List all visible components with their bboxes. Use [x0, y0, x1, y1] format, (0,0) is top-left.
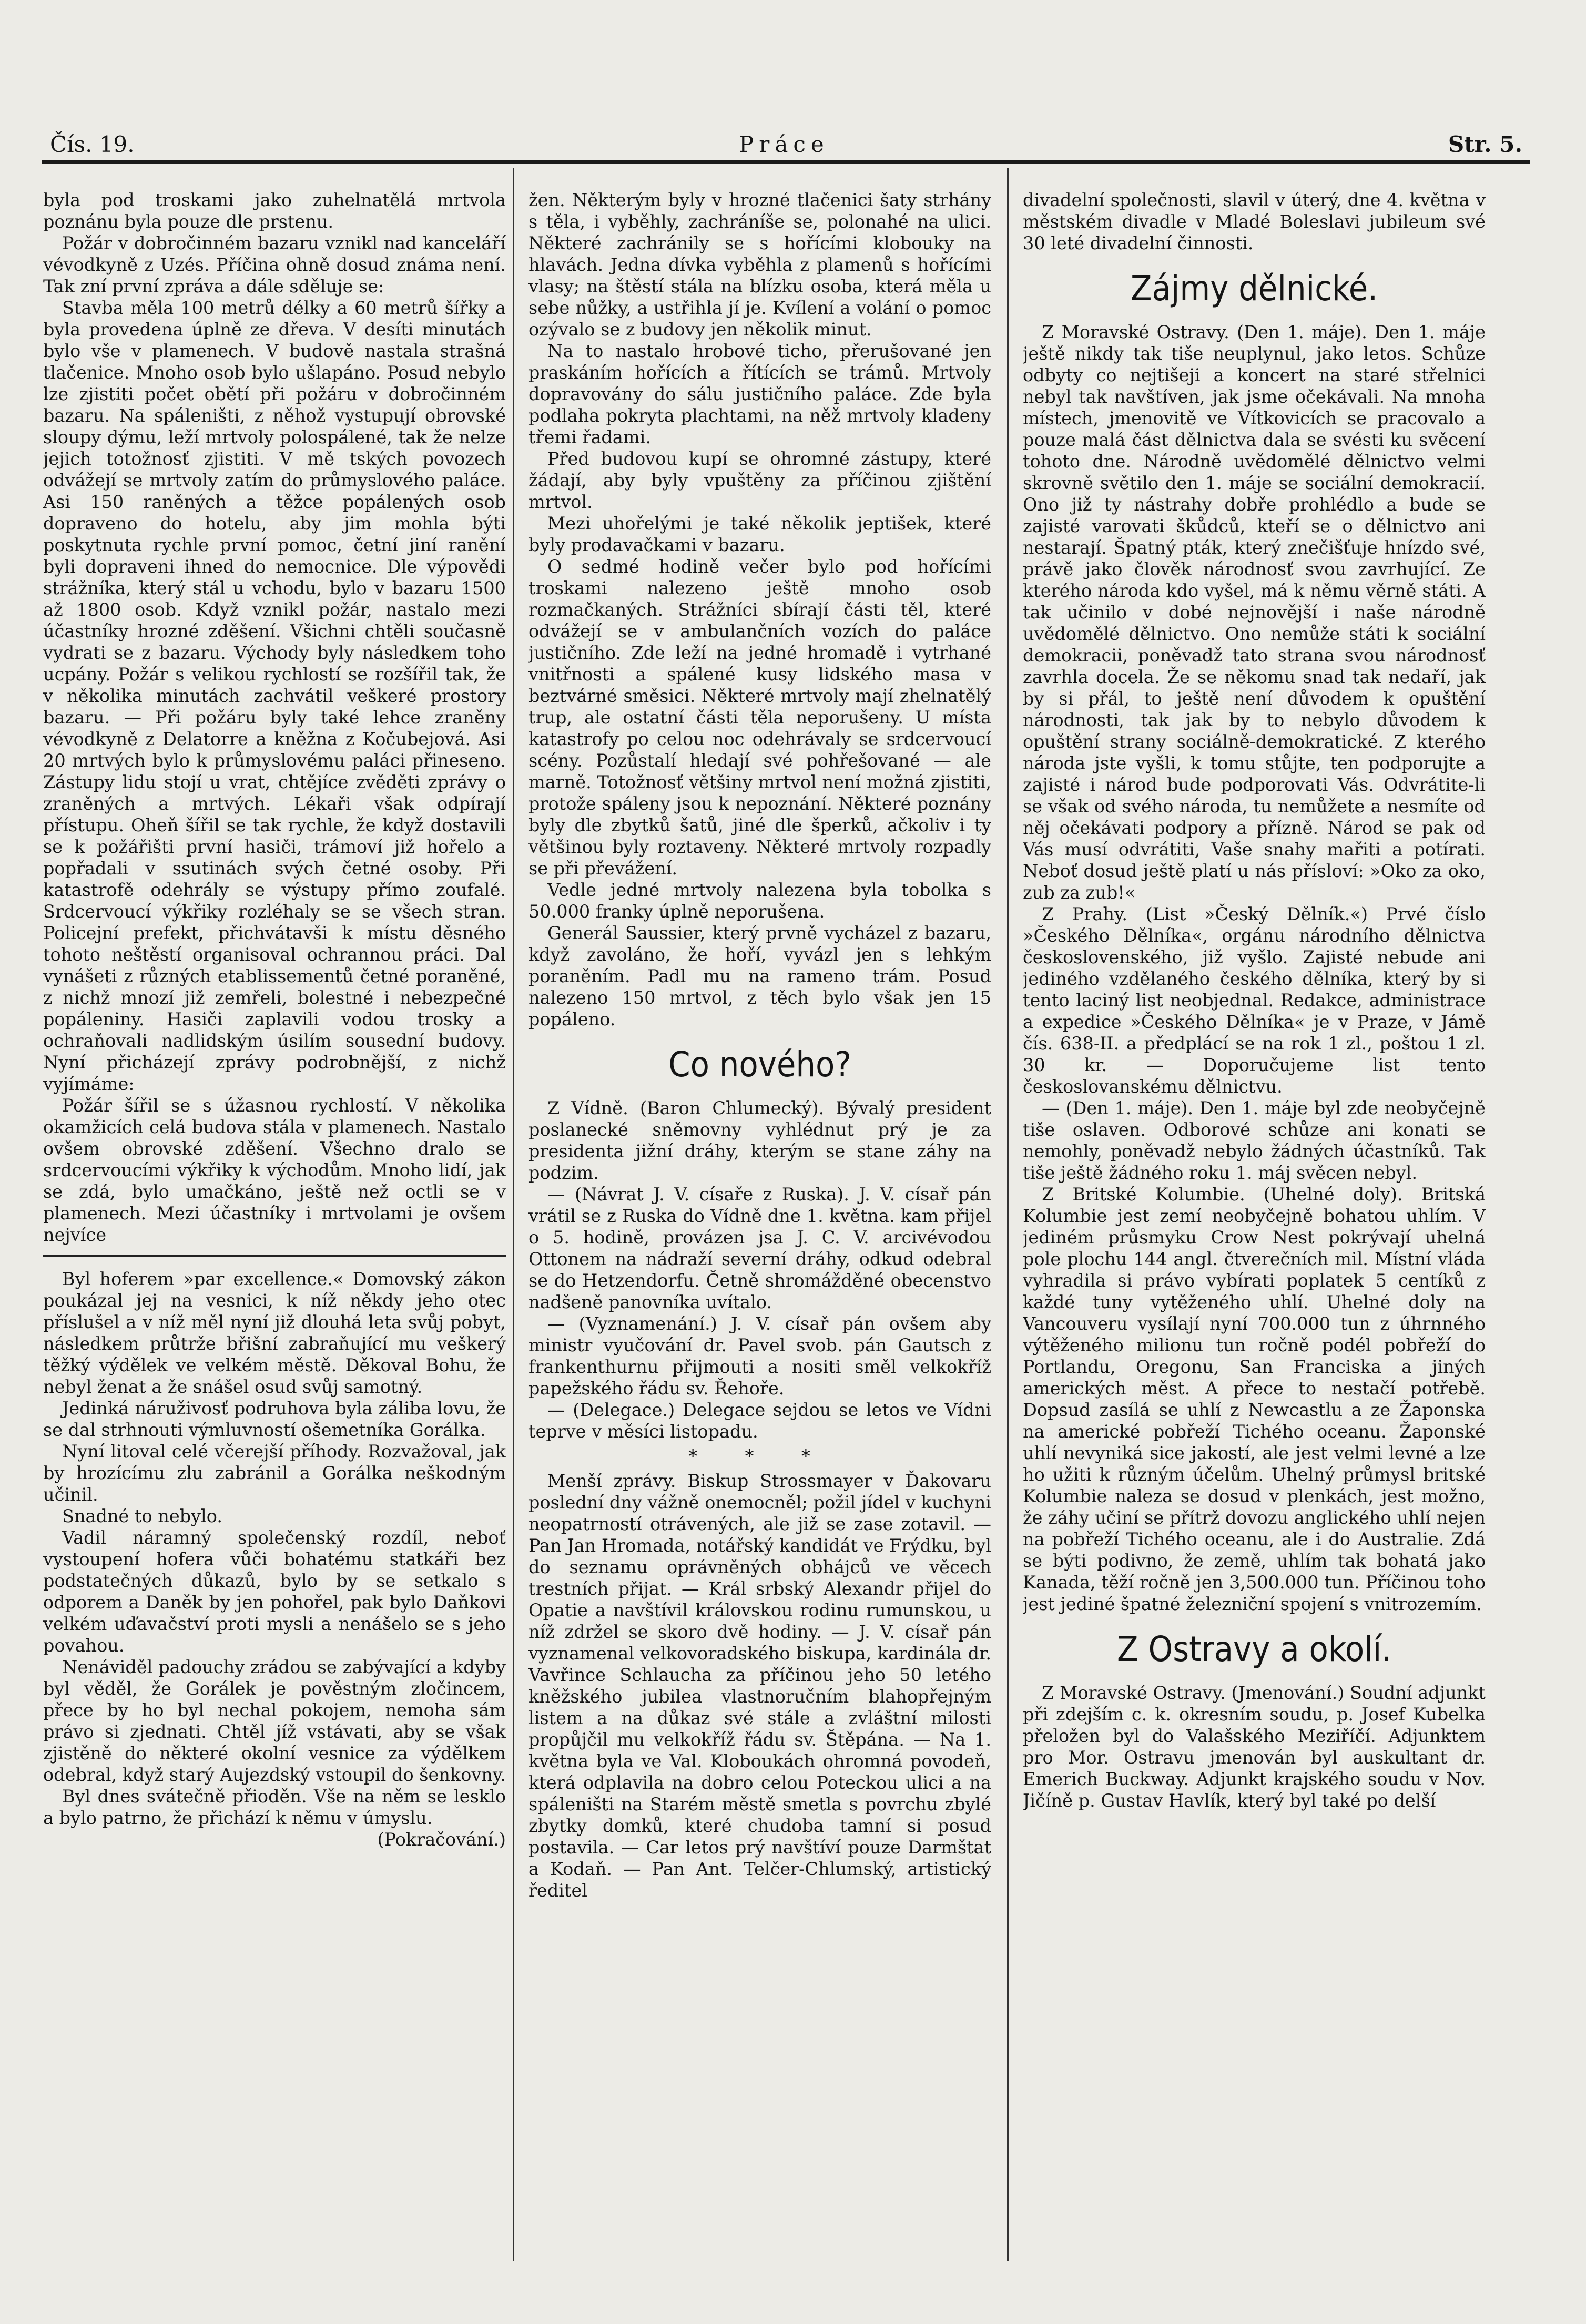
feuilleton-paragraph: Nyní litoval celé včerejší příhody. Rozvažoval, jak by hrozícímu zlu zabránil a Gorálka neškodným učinil. [43, 1441, 506, 1505]
article-paragraph: divadelní společnosti, slavil v úterý, dne 4. května v městském divadle v Mladé Boleslavi jubileum své 30 leté divadelní činnosti. [1023, 190, 1486, 253]
small-news: Menší zprávy. Biskup Strossmayer v Ďakovaru poslední dny vážně onemocněl; požil jídel v kuchyni neopatrností otrávených, ale již se zase zotavil. — Pan Jan Hromada, notářský kandidát ve Frýdku, byl do seznamu oprávněných obhájců ve věcech trestních přijat. — Král srbský Alexandr přijel do Opatie a navštívil královskou rodinu rumunskou, u níž zdržel se skoro dvě hodiny. — J. V. císař pán vyznamenal velkovoradského biskupa, kardinála dr. Vavřince Schlaucha za příčinou jeho 50 letého kněžského jubilea vlastnoručním blahopřejným listem a na důkaz své stále a zvláštní milosti propůjčil mu velkokříž řádu sv. Štěpána. — Na 1. května byla ve Val. Kloboukách ohromná povodeň, která odplavila na dobro celou Poteckou ulici a na spáleništi na Starém městě smetla s povrchu zbylé zbytky domků, které chudoba tamní si posud postavila. — Car letos prý navštíví pouze Darmštat a Kodaň. — Pan Ant. Telčer-Chlumský, artistický ředitel [528, 1471, 991, 1901]
article-paragraph: Mezi uhořelými je také několik jeptišek, které byly prodavačkami v bazaru. [528, 513, 991, 555]
issue-number: Čís. 19. [50, 131, 135, 157]
labor-item: Z Britské Kolumbie. (Uhelné doly). Britská Kolumbie jest zemí neobyčejně bohatou uhlím. V jediném průsmyku Crow Nest pokrývají uhelná pole plochu 144 angl. čtverečních mil. Místní vláda vyhradila si právo vybírati poplatek 5 centíků z každé tuny vytěženého uhlí. Uhelné doly na Vancouveru vysílají nyní 700.000 tun z úhrnného výtěženého milionu tun ročně podél pobřeží do Portlandu, Oregonu, San Franciska a jiných amerických měst. A přece to nestačí potřebě. Dopsud zasílá se uhlí z Newcastlu a ze Žaponska na americké pobřeží Tichého oceanu. Žaponské uhlí nevyniká sice jakostí, ale jest velmi levné a lze ho užiti k různým účelům. Uhelný průmysl britské Kolumbie naleza se dosud v plenkách, jest možno, že záhy učiní se přítrž dovozu anglického uhlí nejen na pobřeží Tichého oceanu, ale i do Australie. Zdá se býti podivno, že země, uhlím tak bohatá jako Kanada, těží ročně jen 3,500.000 tun. Příčinou toho jest jediné špatné železniční spojení s vnitrozemím. [1023, 1184, 1486, 1614]
column-rule-2 [1007, 168, 1009, 2261]
article-paragraph: Na to nastalo hrobové ticho, přerušované jen praskáním hořících a řítících se trámů. Mrtvoly dopravovány do sálu justičního paláce. Zde byla podlaha pokryta plachtami, na něž mrtvoly kladeny třemi řadami. [528, 341, 991, 447]
feuilleton-paragraph: Snadné to nebylo. [62, 1506, 222, 1526]
article-paragraph: Před budovou kupí se ohromné zástupy, které žádají, aby byly vpuštěny za příčinou zjištění mrtvol. [528, 449, 991, 512]
column-1 [43, 189, 506, 2261]
labor-item: — (Den 1. máje). Den 1. máje byl zde neobyčejně tiše oslaven. Odborové schůze ani konati se nemohly, poněvadž nebylo žádných účastníků. Tak tiše ještě žádného roku 1. máj svěcen nebyl. [1023, 1098, 1486, 1183]
labor-item: Z Moravské Ostravy. (Den 1. máje). Den 1. máje ještě nikdy tak tiše neuplynul, jako letos. Schůze odbyty co nejtišeji a koncert na staré střelnici nebyl tak navštíven, jak jsme očekávali. Na mnoha místech, jmenovitě ve Vítkovicích se pracovalo a pouze malá část dělnictva dala se svésti ku svěcení tohoto dne. Národně uvědomělé dělnictvo velmi skrovně světilo den 1. máje se sociální demokracií. Ono již ty nástrahy dobře prohlédlo a bude se zajisté varovati škůdců, kteří se o dělnictvo ani nestarají. Špatný pták, který znečišťuje hnízdo své, právě jako člověk národnosť svou zavrhující. Ze kterého národa kdo vyšel, má k němu věrně státi. A tak učinilo v dobé nejnovější i naše národně uvědomělé dělnictvo. Ono nemůže státi k sociální demokracii, poněvadž tato strana svou národnosť zavrhla docela. Že se někomu snad tak nedaří, jak by si přál, to ještě není důvodem k opuštění národnosti, tak jak by to nebylo důvodem k opuštění strany sociálně-demokratické. Z kterého národa jste vyšli, k tomu stůjte, ten podporujte a zajisté i národ bude podporovati Vás. Odvrátite-li se však od svého národa, tu nemůžete a nesmíte od něj očekávati podpory a přízně. Národ se pak od Vás musí odvrátiti, Vaše snahy mařiti a potírati. Neboť dosud ještě platí u nás přísloví: »Oko za oko, zub za zub!« [1023, 322, 1486, 903]
column-2 [528, 189, 991, 2261]
newspaper-title: Práce [739, 131, 829, 157]
article-paragraph: Generál Saussier, který prvně vycházel z bazaru, když zavoláno, že hoří, vyvázl jen s lehkým poraněním. Padl mu na rameno trám. Posud nalezeno 150 mrtvol, z těch bylo však jen 15 popáleno. [528, 923, 991, 1030]
section-heading-labor: Zájmy dělnické. [1130, 268, 1378, 309]
feuilleton-paragraph: Byl dnes svátečně přioděn. Vše na něm se lesklo a bylo patrno, že přichází k němu v úmyslu. [43, 1786, 506, 1828]
feuilleton-paragraph: Nenáviděl padouchy zrádou se zabývající a kdyby byl věděl, že Gorálek je pověstným zločincem, přece by ho byl nechal pokojem, nemoha sám právo si zjednati. Chtěl jíž vstávati, aby se však zjistěně do některé okolní vesnice za výdělkem odebral, když starý Aujezdský vstoupil do šenkovny. [43, 1657, 506, 1785]
page-number: Str. 5. [1448, 131, 1522, 157]
feuilleton-paragraph: Vadil náramný společenský rozdíl, neboť vystoupení hofera vůči bohatému statkáři bez podstatečných důkazů, bylo by se setkalo s odporem a Daněk by jen pohořel, pak bylo Daňkovi velkém uďavačství proti mysli a nenášelo se s jeho povahou. [43, 1527, 506, 1656]
continuation-note: (Pokračování.) [377, 1829, 506, 1850]
feuilleton-paragraph: Byl hoferem »par excellence.« Domovský zákon poukázal jej na vesnici, k níž někdy jeho otec příslušel a v níž měl nyní již dlouhá leta svůj pobyt, následkem průtrže břišní zabraňující mu veškerý těžký výdělek ve velkém městě. Děkoval Bohu, že nebyl ženat a že snášel osud svůj samotný. [43, 1269, 506, 1397]
article-paragraph: Stavba měla 100 metrů délky a 60 metrů šířky a byla provedena úplně ze dřeva. V desíti minutách bylo vše v plamenech. V budově nastala strašná tlačenice. Mnoho osob bylo ušlapáno. Posud nebylo lze zjistiti počet obětí při požáru v dobročinném bazaru. Na spáleništi, z něhož vystupují obrovské sloupy dýmu, leží mrtvoly polospálené, tak že nelze jejich totožnosť zjistiti. V mě tských povozech odvážejí se mrtvoly zatím do průmyslového paláce. Asi 150 raněných a těžce popálených osob dopraveno do hotelu, aby jim mohla býti poskytnuta rychle první pomoc, četní jiní ranění byli dopraveni ihned do nemocnice. Dle výpovědi strážníka, který stál u vchodu, bylo v bazaru 1500 až 1800 osob. Když vznikl požár, nastalo mezi účastníky hrozné zděšení. Všichni chtěli současně vydrati se z bazaru. Východy byly následkem toho ucpány. Požár s velikou rychlostí se rozšířil tak, že v několika minutách zachvátil veškeré prostory bazaru. — Při požáru byly také lehce zraněny vévodkyně z Delatorre a kněžna z Kočubejová. Asi 20 mrtvých bylo k průmyslovému paláci přineseno. Zástupy lidu stojí u vrat, chtějíce zvěděti zprávy o zraněných a mrtvých. Lékaři však odpírají přístupu. Oheň šířil se tak rychle, že když dostavili se k požářišti první hasiči, trámoví již hořelo a popřadali v ssutinách svých četné osoby. Při katastrofě odehrály se výstupy přímo zoufalé. Srdcervoucí výkřiky rozléhaly se se všech stran. Policejní prefekt, přichvátavši k místu děsného tohoto neštěstí organisoval ochrannou práci. Dal vynášeti z různých etablissementů četné poraněné, z nichž mnozí již zemřeli, bolestné i nebezpečné popáleniny. Hasiči zaplavili vodou trosky a ochraňovali nadlidským úsilím sousední budovy. Nyní přicházejí zprávy podrobnější, z nichž vyjímáme: [43, 298, 506, 1094]
news-item: — (Návrat J. V. císaře z Ruska). J. V. císař pán vrátil se z Ruska do Vídně dne 1. května. kam přijel o 5. hodině, provázen jsa J. C. V. arcivévodou Ottonem na nádraží severní dráhy, odkud odebral se do Hetzendorfu. Četně shromážděné obecenstvo nadšeně panovníka uvítalo. [528, 1184, 991, 1312]
header-rule [42, 160, 1530, 164]
news-item: — (Delegace.) Delegace sejdou se letos ve Vídni teprve v měsíci listopadu. [528, 1400, 991, 1442]
news-item: Z Vídně. (Baron Chlumecký). Bývalý president poslanecké sněmovny vyhlédnut prý je za presidenta jižní dráhy, kterým se stane záhy na podzim. [528, 1098, 991, 1183]
article-paragraph: Požár v dobročinném bazaru vznikl nad kanceláří vévodkyně z Uzés. Příčina ohně dosud známa není. Tak zní první zpráva a dále sděluje se: [43, 233, 506, 297]
article-paragraph: žen. Některým byly v hrozné tlačenici šaty strhány s těla, i vyběhly, zachráníše se, polonahé na ulici. Některé zachránily se s hořícími klobouky na hlavách. Jedna dívka vyběhla z plamenů s hořícími vlasy; na štěstí stála na blízku osoba, která měla u sebe nůžky, a ustřihla jí je. Kvílení a volání o pomoc ozývalo se z budovy jen několik minut. [528, 190, 991, 340]
article-paragraph: Požár šířil se s úžasnou rychlostí. V několika okamžicích celá budova stála v plamenech. Nastalo ovšem obrovské zděšení. Všechno dralo se srdcervoucími výkřiky k východům. Mnoho lidí, jak se zdá, bylo umačkáno, ještě než octli se v plamenech. Mezi účastníky i mrtvolami je ovšem nejvíce [43, 1095, 506, 1245]
labor-item: Z Prahy. (List »Český Dělník.«) Prvé číslo »Českého Dělníka«, orgánu národního dělnictva československého, již vyšlo. Zajisté nebude ani jediného vzdělaného českého dělníka, který by si tento laciný list neobjednal. Redakce, administrace a expedice »Českého Dělníka« je v Praze, v Jámě čís. 638-II. a předplácí se na rok 1 zl., poštou 1 zl. 30 kr. — Doporučujeme list tento českoslovanskému dělnictvu. [1023, 904, 1486, 1097]
column-rule-1 [513, 168, 514, 2261]
article-paragraph: byla pod troskami jako zuhelnatělá mrtvola poznánu byla pouze dle prstenu. [43, 190, 506, 232]
article-paragraph: O sedmé hodině večer bylo pod hořícími troskami nalezeno ještě mnoho osob rozmačkaných. Strážníci sbírají části těl, které odvážejí se v ambulančních vozích do paláce justičního. Zde leží na jedné hromadě i vytrhané vnitřnosti a spálené kusy lidského masa v beztvárné směsici. Některé mrtvoly mají zhelnatělý trup, ale ostatní části těla neporušeny. U místa katastrofy po celou noc odehrávaly se srdcervoucí scény. Pozůstalí hledají své pohřešované — ale marně. Totožnosť většiny mrtvol není možná zjistiti, protože spáleny jsou k nepoznání. Některé poznány byly dle zbytků šatů, jiné dle šperků, ačkoliv i ty většinou byly roztaveny. Některé mrtvoly rozpadly se při převážení. [528, 556, 991, 879]
column-3 [1023, 189, 1486, 2261]
page-header [50, 125, 1522, 162]
news-item: — (Vyznamenání.) J. V. císař pán ovšem aby ministr vyučování dr. Pavel svob. pán Gautsch z frankenthurnu přijmouti a nositi směl velkokříž papežského řádu sv. Řehoře. [528, 1313, 991, 1399]
section-heading-local: Z Ostravy a okolí. [1116, 1629, 1392, 1669]
feuilleton-paragraph: Jedinká náruživosť podruhova byla záliba lovu, že se dal strhnouti výmluvností ošemetníka Gorálka. [43, 1398, 506, 1440]
feuilleton-rule [43, 1255, 506, 1257]
separator-stars: * * * [688, 1446, 831, 1466]
section-heading-news: Co nového? [668, 1044, 851, 1085]
article-paragraph: Vedle jedné mrtvoly nalezena byla tobolka s 50.000 franky úplně neporušena. [528, 880, 991, 922]
local-item: Z Moravské Ostravy. (Jmenování.) Soudní adjunkt při zdejším c. k. okresním soudu, p. Josef Kubelka přeložen byl do Valašského Meziříčí. Adjunktem pro Mor. Ostravu jmenován byl auskultant dr. Emerich Buckway. Adjunkt krajského soudu v Nov. Jičíně p. Gustav Havlík, který byl také po delší [1023, 1683, 1486, 1811]
